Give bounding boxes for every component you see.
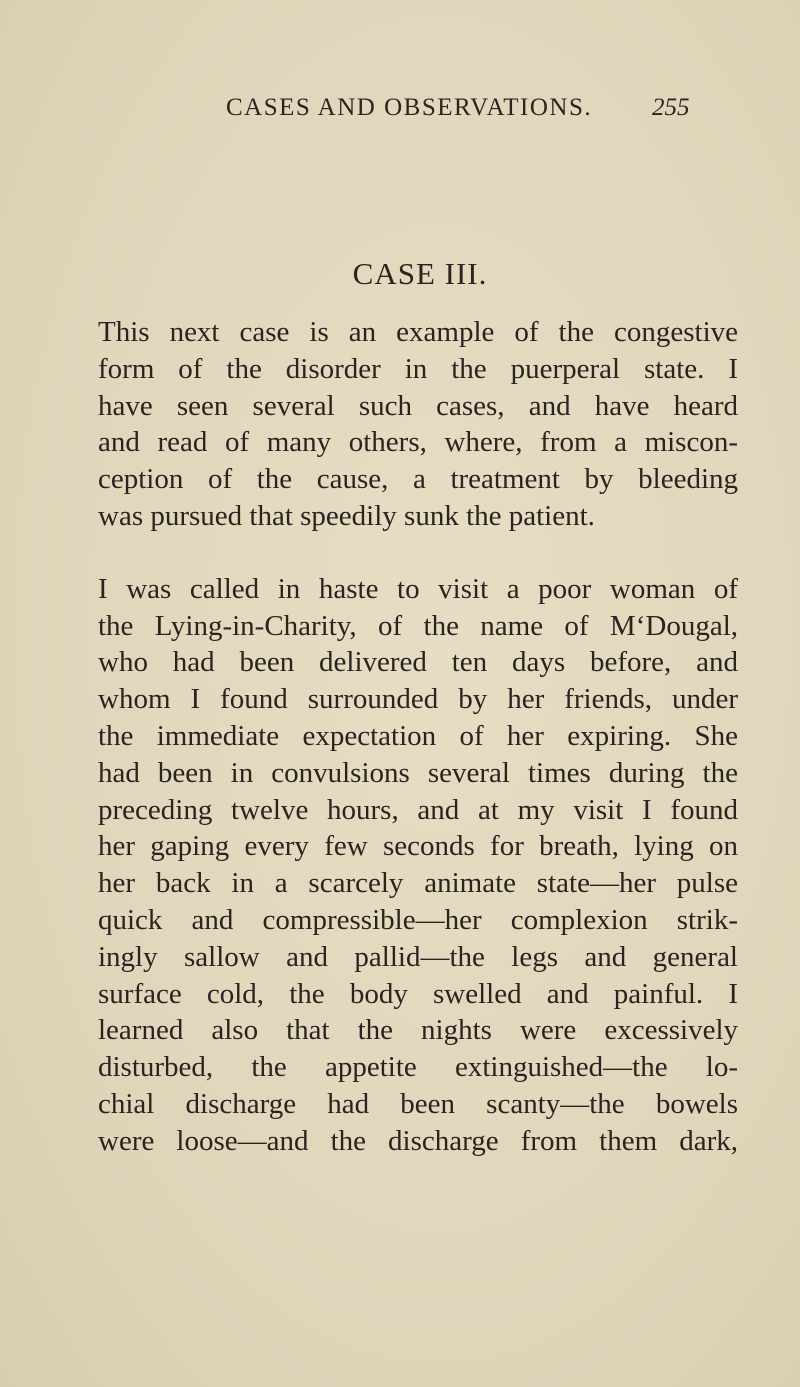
text-line: the immediate expectation of her expiring. She: [98, 719, 738, 752]
text-line: chial discharge had been scanty—the bowels: [98, 1087, 738, 1120]
text-line: disturbed, the appetite extinguished—the lo-: [98, 1051, 738, 1084]
text-line: her back in a scarcely animate state—her pulse: [98, 867, 738, 900]
case-title: CASE III.: [352, 256, 488, 291]
text-line: whom I found surrounded by her friends, under: [98, 683, 738, 716]
running-head-title: CASES AND OBSERVATIONS.: [226, 94, 593, 121]
text-line: ingly sallow and pallid—the legs and general: [98, 940, 738, 973]
text-line: was pursued that speedily sunk the patient.: [98, 499, 595, 532]
text-line: quick and compressible—her complexion strik-: [98, 903, 738, 936]
text-line: were loose—and the discharge from them dark,: [98, 1124, 738, 1157]
text-line: and read of many others, where, from a miscon-: [98, 426, 738, 459]
body-text: [98, 314, 738, 1160]
text-line: preceding twelve hours, and at my visit I found: [98, 793, 738, 826]
text-line: I was called in haste to visit a poor woman of: [98, 572, 738, 605]
text-line: This next case is an example of the congestive: [98, 316, 738, 348]
text-line: her gaping every few seconds for breath, lying on: [98, 830, 738, 863]
text-line: form of the disorder in the puerperal state. I: [98, 352, 738, 385]
running-head: [0, 94, 800, 134]
paragraph-1: [98, 314, 738, 535]
text-line: who had been delivered ten days before, and: [98, 646, 738, 679]
text-line: had been in convulsions several times during the: [98, 756, 738, 789]
text-line: learned also that the nights were excessively: [98, 1014, 738, 1047]
paragraph-spacer: [98, 535, 738, 571]
page-number: 255: [652, 94, 690, 121]
text-line: surface cold, the body swelled and painful. I: [98, 977, 738, 1010]
text-line: ception of the cause, a treatment by bleeding: [98, 463, 738, 496]
text-line: have seen several such cases, and have heard: [98, 389, 738, 422]
text-line: the Lying-in-Charity, of the name of M‘Dougal,: [98, 609, 738, 642]
paragraph-2: [98, 571, 738, 1160]
